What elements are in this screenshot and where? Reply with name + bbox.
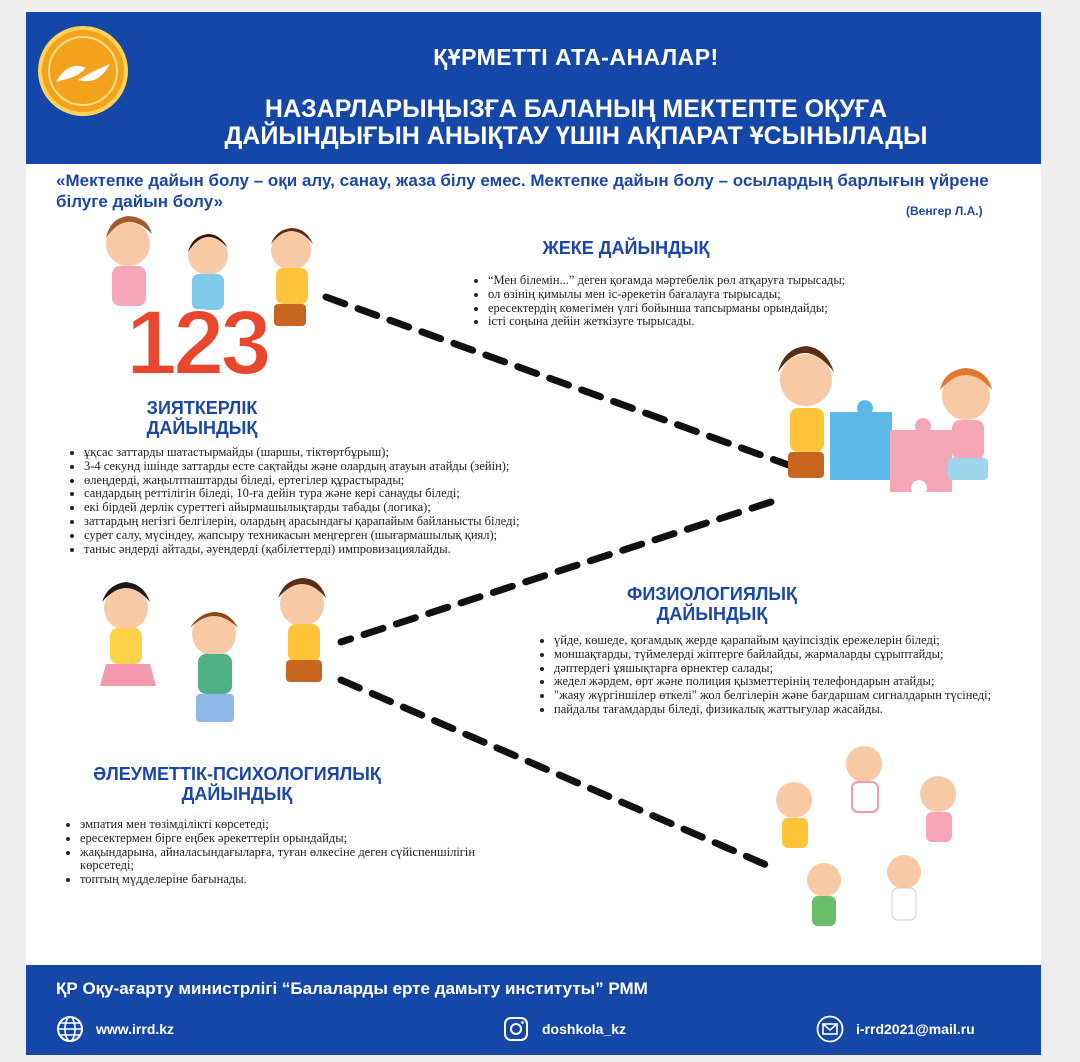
social-section-title (72, 764, 402, 804)
list-item: • сандардың реттілігін біледі, 10-ға дейін тура және кері санауды біледі; (84, 487, 644, 501)
kids-numbers-illustration (106, 216, 313, 394)
list-item: • жедел жәрдем, өрт және полиция қызметтерінің телефондарын атайды; (554, 675, 1041, 689)
list-item: • заттардың негізгі белгілерін, олардың арасындағы қарапайым байланысты біледі; (84, 515, 644, 529)
header-subtitle-line1: НАЗАРЛАРЫҢЫЗҒА БАЛАНЫҢ МЕКТЕПТЕ ОҚУҒА (264, 95, 888, 123)
personal-list (470, 274, 958, 329)
list-item: • топтың мүдделеріне бағынады. (80, 873, 490, 887)
footer-organization: ҚР Оқу-ағарту министрлігі “Балаларды ерте дамыту институты” РММ (56, 979, 648, 998)
kids-circle-illustration (776, 746, 956, 926)
list-item: • ұқсас заттарды шатастырмайды (шаршы, тіктөртбұрыш); (84, 446, 644, 460)
list-item: • екі бірдей дерлік суреттегі айырмашылықтарды табады (логика); (84, 501, 644, 515)
quote-text: «Мектепке дайын болу – оқи алу, санау, жаза білу емес. Мектепке дайын болу – осылардың барлығын үйрене білуге дайын болу» (56, 171, 989, 211)
list-item: • таныс әндерді айтады, әуендерді (қабілеттерді) импровизациялайды. (84, 543, 644, 557)
list-item: • өлеңдерді, жаңылтпаштарды біледі, ертегілер құрастырады; (84, 474, 644, 488)
instagram-icon (502, 1015, 530, 1043)
list-item: • “Мен білемін...” деген қоғамда мәртебелік рөл атқаруға тырысады; (488, 274, 958, 288)
list-item: • жақындарына, айналасындағыларға, туған өлкесіне деген сүйіспеншілігін көрсетеді; (80, 846, 490, 874)
list-item: • моншақтарды, түймелерді жіптерге байлайды, жармаларды сұрыптайды; (554, 648, 1041, 662)
social-title-line1: ӘЛЕУМЕТТІК-ПСИХОЛОГИЯЛЫҚ (93, 764, 381, 784)
instagram-contact[interactable] (502, 1015, 626, 1043)
list-item: • ересектердің көмегімен үлгі бойынша тапсырманы орындайды; (488, 302, 958, 316)
kids-jumping-illustration (100, 578, 326, 722)
email-contact[interactable] (816, 1015, 975, 1043)
list-item: • эмпатия мен төзімділікті көрсетеді; (80, 818, 490, 832)
header-title: ҚҰРМЕТТІ АТА-АНАЛАР! (433, 44, 719, 70)
list-item: • істі соңына дейін жеткізуге тырысады. (488, 315, 958, 329)
intellectual-title-line2: ДАЙЫНДЫҚ (146, 418, 258, 438)
physiological-list (536, 634, 1041, 717)
poster (26, 12, 1041, 1055)
footer-banner (26, 965, 1041, 1055)
physiological-title-line2: ДАЙЫНДЫҚ (656, 604, 768, 624)
kids-puzzle-illustration (778, 346, 992, 492)
mail-icon (816, 1015, 844, 1043)
personal-section-title: ЖЕКЕ ДАЙЫНДЫҚ (542, 238, 710, 258)
list-item: • "жаяу жүргіншілер өткелі" жол белгілерін және бағдаршам сигналдарын түсінеді; (554, 689, 1041, 703)
numbers-art: 123 (126, 292, 268, 394)
instagram-handle[interactable]: doshkola_kz (542, 1021, 627, 1037)
website-link[interactable]: www.irrd.kz (96, 1021, 175, 1037)
physiological-title-line1: ФИЗИОЛОГИЯЛЫҚ (626, 584, 797, 604)
header-subtitle-line2: ДАЙЫНДЫҒЫН АНЫҚТАУ ҮШІН АҚПАРАТ ҰСЫНЫЛАДЫ (224, 122, 928, 150)
list-item: • үйде, көшеде, қоғамдық жерде қарапайым қауіпсіздік ережелерін біледі; (554, 634, 1041, 648)
physiological-section-title (592, 584, 832, 624)
intellectual-title-line1: ЗИЯТКЕРЛІК (146, 398, 258, 418)
intellectual-list (66, 446, 644, 556)
social-title-line2: ДАЙЫНДЫҚ (181, 784, 293, 804)
list-item: • дәптердегі ұяшықтарға өрнектер салады; (554, 662, 1041, 676)
list-item: • 3-4 секунд ішінде заттарды есте сақтайды және олардың атауын атайды (зейін); (84, 460, 644, 474)
list-item: • пайдалы тағамдарды біледі, физикалық жаттығулар жасайды. (554, 703, 1041, 717)
list-item: • сурет салу, мүсіндеу, жапсыру техникасын меңгерген (шығармашылық қиял); (84, 529, 644, 543)
website-contact[interactable] (56, 1015, 174, 1043)
email-address[interactable]: i-rrd2021@mail.ru (856, 1021, 975, 1037)
globe-icon (56, 1015, 84, 1043)
intellectual-section-title (102, 398, 302, 438)
list-item: • ересектермен бірге еңбек әрекеттерін орындайды; (80, 832, 490, 846)
quote-author: (Венгер Л.А.) (906, 204, 983, 218)
social-list (62, 818, 490, 887)
list-item: • ол өзінің қимылы мен іс-әрекетін бағалауға тырысады; (488, 288, 958, 302)
